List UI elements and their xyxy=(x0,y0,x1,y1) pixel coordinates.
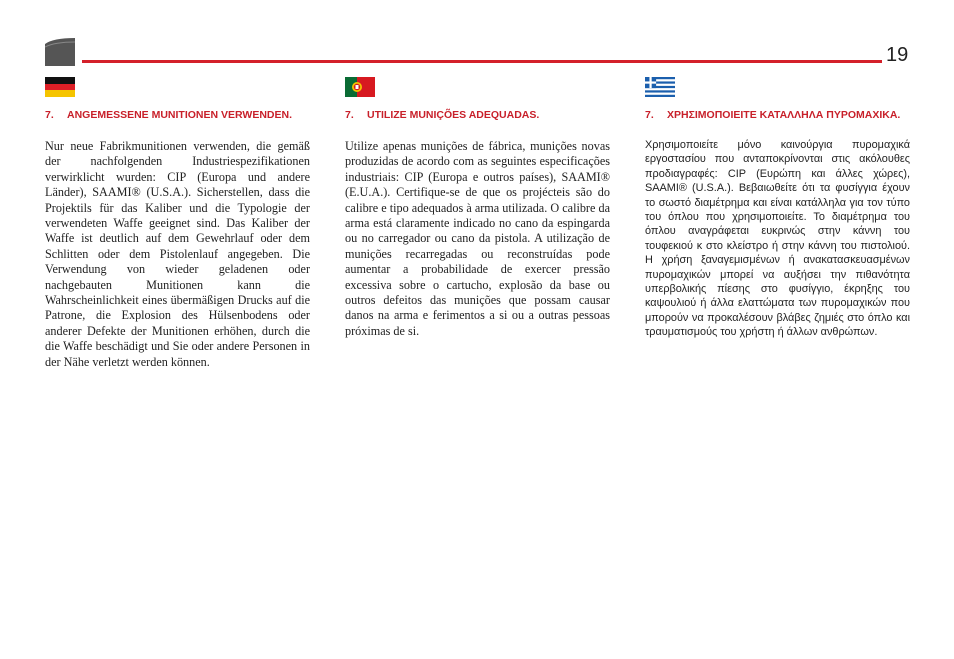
brand-logo-icon xyxy=(45,38,75,66)
column-greek xyxy=(645,77,910,340)
page-number: 19 xyxy=(886,44,909,66)
column-portuguese xyxy=(345,77,610,339)
section-heading xyxy=(645,109,910,122)
section-body: Nur neue Fabrikmunitionen verwenden, die gemäß der nachfolgenden Industriespezifikationen verwirklicht wurden: CIP (Europa und andere Länder), SAAMI® (U.S.A.). Sicherstellen, dass die Projektils für das Kaliber und die Typologie der verwendeten Waffe geeignet sind. Das Kaliber der Waffe ist deutlich auf dem Gewehrlauf oder dem Schlitten oder dem Pistolenlauf angegeben. Die Verwendung von wieder geladenen oder nachgebauten Munitionen kann die Wahrscheinlichkeit eines übermäßigen Drucks auf die Patrone, die Explosion des Hülsenbodens oder anderer Defekte der Munitionen erhöhen, durch die die Waffe beschädigt und Sie oder andere Personen in der Nähe verletzt werden können. xyxy=(45,139,310,369)
germany-flag-icon xyxy=(45,77,75,97)
column-german xyxy=(45,77,310,370)
section-number: 7. xyxy=(645,109,654,121)
section-title: UTILIZE MUNIÇÕES ADEQUADAS. xyxy=(367,109,540,121)
section-heading xyxy=(45,109,310,122)
section-title: ΧΡΗΣΙΜΟΠΟΙΕΙΤΕ ΚΑΤΑΛΛΗΛΑ ΠΥΡΟΜΑΧΙΚΑ. xyxy=(667,109,901,121)
section-body: Χρησιμοποιείτε μόνο καινούργια πυρομαχικά εργοστασίου που ανταποκρίνονται στις ακόλουθες προδιαγραφές: CIP (Ευρώπη και άλλες χώρες), SAAMI® (U.S.A.). Βεβαιωθείτε ότι τα φυσίγγια έχουν το σωστό διαμέτρημα και είναι κατάλληλα για τον τύπο του όπλου που χρησιμοποιείτε. Το διαμέτρημα του όπλου αναγράφεται ευκρινώς στην κάννη του τουφεκιού κ στο κλείστρο ή στην κάννη του πιστολιού. Η χρήση ξαναγεμισμένων ή ανακατασκευασμένων πυρομαχικών μπορεί να αυξήσει την πιθανότητα υπερβολικής πίεσης στο φυσίγγιο, έκρηξης του καψουλιού ή άλλα ελαττώματα των πυρομαχικών που μπορούν να προκαλέσουν βλάβες ζημιές στο όπλο και τραυματισμούς του χρήστη ή άλλων ανθρώπων. xyxy=(645,139,910,339)
header-rule xyxy=(82,60,882,63)
section-number: 7. xyxy=(45,109,54,121)
greece-flag-icon xyxy=(645,77,675,97)
section-heading xyxy=(345,109,610,122)
section-number: 7. xyxy=(345,109,354,121)
section-title: ANGEMESSENE MUNITIONEN VERWENDEN. xyxy=(67,109,292,121)
portugal-flag-icon xyxy=(345,77,375,97)
section-body: Utilize apenas munições de fábrica, munições novas produzidas de acordo com as seguintes especificações industriais: CIP (Europa e outros países), SAAMI® (E.U.A.). Certifique-se de que os projécteis são do calibre e tipo adequados à arma utilizada. O calibre da arma está claramente indicado no cano da espingarda ou no carregador ou cano da pistola. A utilização de munições recarregadas ou reconstruídas pode aumentar a probabilidade de exercer pressão excessiva sobre o cartucho, explosão da base ou outros defeitos das munições que possam causar danos na arma e ferimentos a si ou a outras pessoas próximas de si. xyxy=(345,139,610,338)
